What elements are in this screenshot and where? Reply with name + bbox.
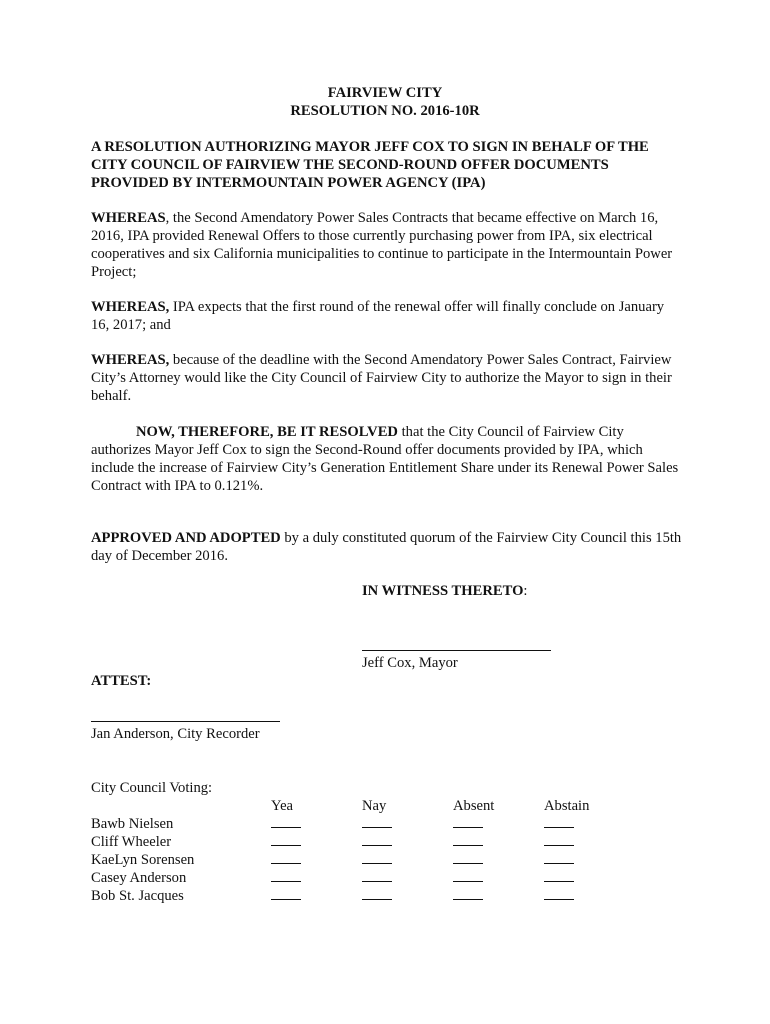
yea-blank[interactable] [271,851,301,864]
resolved-text: that the City Council of Fairview City authorizes Mayor Jeff Cox to sign the Second-Round offer documents provided by IPA, which include the increase of Fairview City’s Generation Entitlement Share under its Renewal Power Sales Contract with IPA to 0.121%. [91,424,679,494]
voting-heading: City Council Voting: [91,780,213,796]
whereas-lead: WHEREAS, [91,352,170,368]
recorder-signature-line[interactable] [91,721,280,722]
mayor-signer-name: Jeff Cox, Mayor [362,655,458,671]
whereas-lead: WHEREAS, [91,299,170,315]
absent-blank[interactable] [453,869,483,882]
abstain-blank[interactable] [544,833,574,846]
recorder-signer-name: Jan Anderson, City Recorder [91,726,260,742]
absent-blank[interactable] [453,815,483,828]
whereas-text: because of the deadline with the Second Amendatory Power Sales Contract, Fairview City’s Attorney would like the City Council of Fairview City to authorize the Mayor to sign in their behalf. [91,352,672,404]
absent-blank[interactable] [453,833,483,846]
member-name: Bob St. Jacques [91,888,184,904]
column-absent: Absent [453,798,495,814]
abstain-blank[interactable] [544,887,574,900]
nay-blank[interactable] [362,815,392,828]
whereas-paragraph-3 [91,351,683,405]
attest-label: ATTEST: [91,673,152,689]
abstain-blank[interactable] [544,851,574,864]
member-name: Bawb Nielsen [91,816,174,832]
absent-blank[interactable] [453,887,483,900]
vote-row [91,887,635,905]
whereas-lead: WHEREAS [91,210,166,226]
column-yea: Yea [271,798,294,814]
column-abstain: Abstain [544,798,590,814]
voting-table [91,797,635,905]
witness-label: IN WITNESS THERETO [362,583,524,599]
abstain-blank[interactable] [544,869,574,882]
member-name: KaeLyn Sorensen [91,852,195,868]
voting-header-row [91,797,635,815]
approved-lead: APPROVED AND ADOPTED [91,530,281,546]
nay-blank[interactable] [362,869,392,882]
whereas-paragraph-2 [91,298,683,334]
column-nay: Nay [362,798,387,814]
approved-paragraph [91,529,683,565]
yea-blank[interactable] [271,815,301,828]
witness-heading [362,582,527,600]
yea-blank[interactable] [271,887,301,900]
whereas-text: , the Second Amendatory Power Sales Contracts that became effective on March 16, 2016, IPA provided Renewal Offers to those currently purchasing power from IPA, six electrical cooperatives and six California municipalities to continue to participate in the Intermountain Power Project; [91,210,673,280]
whereas-text: IPA expects that the first round of the renewal offer will finally conclude on January 16, 2017; and [91,299,665,333]
whereas-paragraph-1 [91,209,683,281]
approved-text: by a duly constituted quorum of the Fairview City Council this 15th day of December 2016. [91,530,682,564]
absent-blank[interactable] [453,851,483,864]
witness-colon: : [523,583,528,599]
nay-blank[interactable] [362,833,392,846]
yea-blank[interactable] [271,833,301,846]
vote-row [91,833,635,851]
resolution-title: A RESOLUTION AUTHORIZING MAYOR JEFF COX TO SIGN IN BEHALF OF THE CITY COUNCIL OF FAIRVIEW THE SECOND-ROUND OFFER DOCUMENTS PROVIDED BY INTERMOUNTAIN POWER AGENCY (IPA) [91,139,649,191]
resolved-paragraph [91,423,683,495]
abstain-blank[interactable] [544,815,574,828]
city-heading: FAIRVIEW CITY [327,85,443,101]
yea-blank[interactable] [271,869,301,882]
vote-row [91,815,635,833]
vote-row [91,851,635,869]
member-name: Casey Anderson [91,870,187,886]
mayor-signature-line[interactable] [362,650,551,651]
nay-blank[interactable] [362,851,392,864]
nay-blank[interactable] [362,887,392,900]
resolved-lead: NOW, THEREFORE, BE IT RESOLVED [136,424,398,440]
vote-row [91,869,635,887]
member-name: Cliff Wheeler [91,834,172,850]
resolution-number: RESOLUTION NO. 2016-10R [290,103,480,119]
